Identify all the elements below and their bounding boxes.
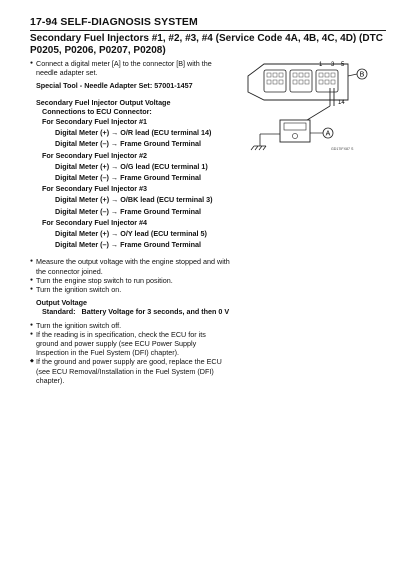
injector-4-plus: Digital Meter (+) → O/Y lead (ECU terminal 5) (55, 229, 207, 239)
voltage-spec-heading: Secondary Fuel Injector Output Voltage (36, 97, 171, 107)
callout-b: B (359, 71, 365, 79)
injector-3-plus: Digital Meter (+) → O/BK lead (ECU terminal 3) (55, 195, 213, 205)
procedure-column (30, 59, 230, 385)
pin-label-14: 14 (338, 100, 345, 106)
step-ignition-on: ● Turn the ignition switch on. (30, 285, 230, 294)
injector-2-plus: Digital Meter (+) → O/G lead (ECU terminal 1) (55, 161, 208, 171)
injector-1-minus: Digital Meter (–) → Frame Ground Terminal (55, 139, 202, 149)
standard-value: Battery Voltage for 3 seconds, and then 0 V (81, 307, 230, 317)
injector-3-label: For Secondary Fuel Injector #3 (42, 184, 148, 194)
step-in-spec: ● If the reading is in specification, check the ECU for its ground and power supply (see ECU Power Supply Inspection in the Fuel System (DFI) chapter). (30, 330, 230, 358)
step-measure: ● Measure the output voltage with the engine stopped and with the connector joined. (30, 257, 230, 275)
callout-a: A (325, 130, 331, 138)
injector-4-minus: Digital Meter (–) → Frame Ground Terminal (55, 240, 202, 250)
injector-2-label: For Secondary Fuel Injector #2 (42, 150, 148, 160)
step-connect-meter: ● Connect a digital meter [A] to the connector [B] with the needle adapter set. (30, 59, 230, 77)
injector-3-minus: Digital Meter (–) → Frame Ground Terminal (55, 206, 202, 216)
injector-1-plus: Digital Meter (+) → O/R lead (ECU terminal 14) (55, 128, 212, 138)
special-tool: Special Tool - Needle Adapter Set: 57001-1457 (36, 81, 193, 91)
standard-label: Standard: (42, 307, 76, 317)
page-header: 17-94 SELF-DIAGNOSIS SYSTEM (30, 16, 198, 28)
section-title: Secondary Fuel Injectors #1, #2, #3, #4 (Service Code 4A, 4B, 4C, 4D) (DTC P0205, P0206, P0207, P0208) (30, 33, 383, 56)
step-ignition-off: ● Turn the ignition switch off. (30, 321, 230, 330)
injector-4-label: For Secondary Fuel Injector #4 (42, 217, 148, 227)
output-voltage-heading: Output Voltage (36, 298, 87, 308)
connector-meter-diagram (238, 58, 378, 158)
step-replace-ecu: ◆ If the ground and power supply are good, replace the ECU (see ECU Removal/Installation in the Fuel System (DFI) chapter). (30, 357, 230, 385)
output-voltage-standard (30, 307, 230, 316)
pin-label-1: 1 (319, 62, 323, 68)
injector-1-label: For Secondary Fuel Injector #1 (42, 117, 148, 127)
figure-id: GD17IFX87 S (331, 147, 354, 151)
header-rule (30, 30, 386, 31)
injector-2-minus: Digital Meter (–) → Frame Ground Terminal (55, 173, 202, 183)
voltage-spec-subheading: Connections to ECU Connector: (42, 106, 152, 116)
pin-label-5: 5 (341, 62, 345, 68)
step-stop-switch: ● Turn the engine stop switch to run position. (30, 276, 230, 285)
pin-label-3: 3 (331, 62, 335, 68)
ground-symbol (251, 146, 266, 150)
